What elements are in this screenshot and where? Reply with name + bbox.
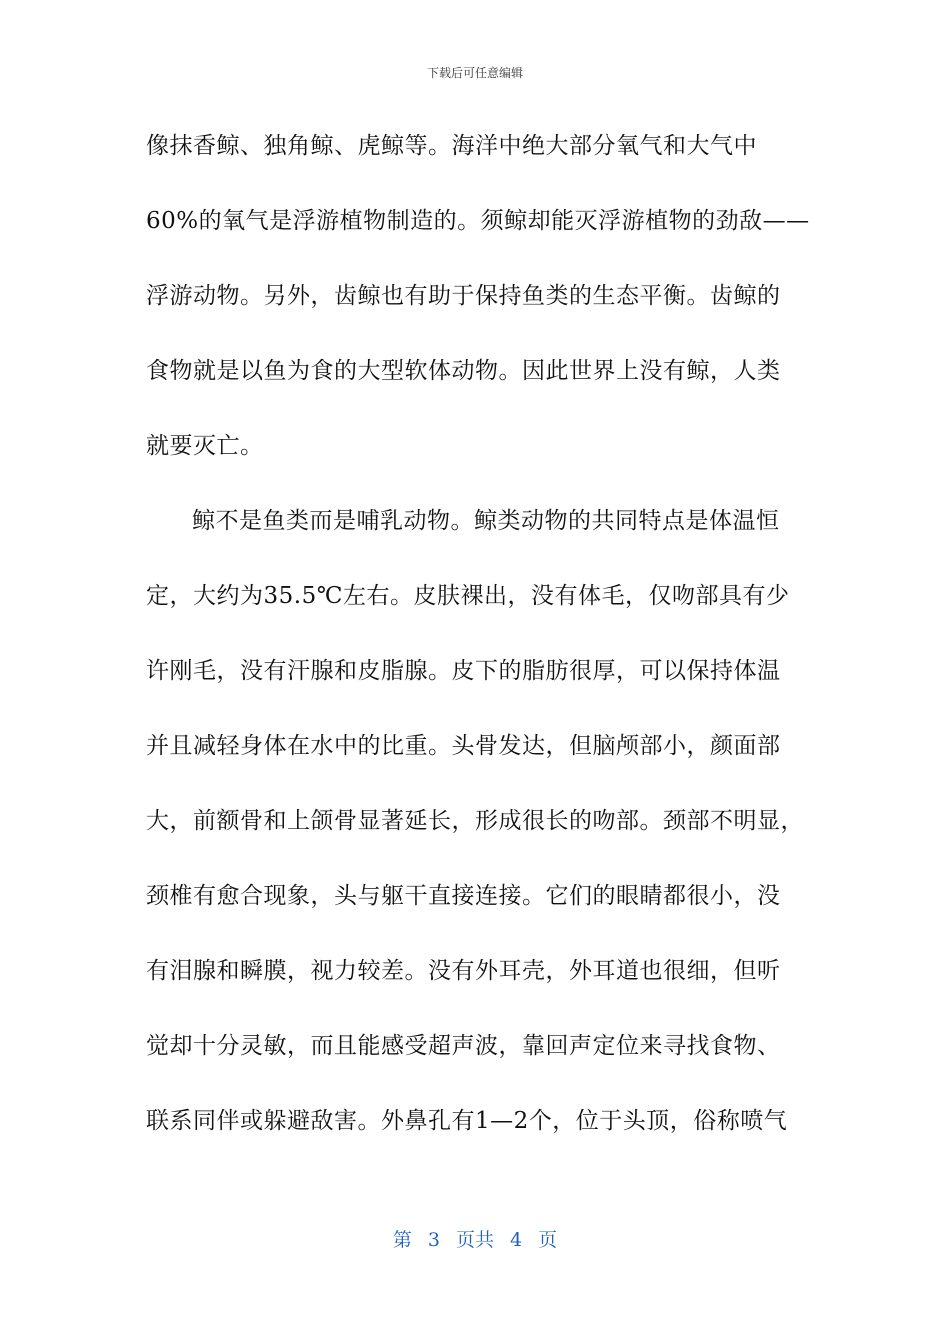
footer-current-page: 3 (427, 1229, 440, 1251)
body-line-12: 有泪腺和瞬膜，视力较差。没有外耳壳，外耳道也很细，但听 (146, 958, 781, 984)
footer-total-pages: 4 (510, 1229, 523, 1251)
page-footer (0, 1225, 950, 1252)
body-line-5: 就要灭亡。 (146, 433, 264, 459)
page-header: 下载后可任意编辑 (426, 66, 523, 80)
body-line-10: 大，前额骨和上颌骨显著延长，形成很长的吻部。颈部不明显， (146, 808, 804, 834)
body-line-4: 食物就是以鱼为食的大型软体动物。因此世界上没有鲸，人类 (146, 358, 781, 384)
body-line-13: 觉却十分灵敏，而且能感受超声波，靠回声定位来寻找食物、 (146, 1033, 781, 1059)
document-body (146, 124, 810, 1174)
body-line-3: 浮游动物。另外，齿鲸也有助于保持鱼类的生态平衡。齿鲸的 (146, 283, 781, 309)
footer-prefix: 第 (392, 1229, 412, 1251)
body-line-6: 鲸不是鱼类而是哺乳动物。鲸类动物的共同特点是体温恒 (192, 508, 780, 534)
body-line-11: 颈椎有愈合现象，头与躯干直接连接。它们的眼睛都很小，没 (146, 883, 781, 909)
body-line-1: 像抹香鲸、独角鲸、虎鲸等。海洋中绝大部分氧气和大气中 (146, 133, 757, 159)
body-line-2: 60%的氧气是浮游植物制造的。须鲸却能灭浮游植物的劲敌—— (146, 208, 810, 234)
body-line-7: 定，大约为35.5℃左右。皮肤裸出，没有体毛，仅吻部具有少 (146, 583, 790, 609)
footer-middle: 页共 (455, 1229, 494, 1251)
body-line-14: 联系同伴或躲避敌害。外鼻孔有1—2个，位于头顶，俗称喷气 (146, 1108, 788, 1134)
footer-suffix: 页 (538, 1229, 558, 1251)
body-line-9: 并且减轻身体在水中的比重。头骨发达，但脑颅部小，颜面部 (146, 733, 781, 759)
body-line-8: 许刚毛，没有汗腺和皮脂腺。皮下的脂肪很厚，可以保持体温 (146, 658, 781, 684)
